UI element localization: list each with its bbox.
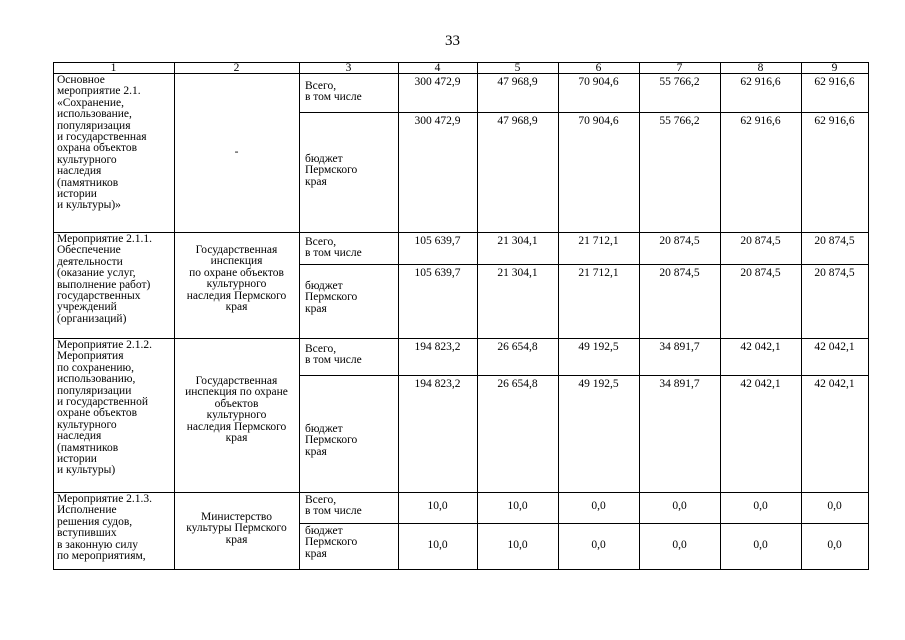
amount-cell: 0,0 [591,539,606,551]
amount-cell: 62 916,6 [740,76,781,88]
amount-cell: 42 042,1 [814,341,855,353]
amount-cell: 62 916,6 [740,115,781,127]
col-border [868,62,869,570]
amount-cell: 300 472,9 [414,115,461,127]
amount-cell: 21 712,1 [578,267,619,279]
amount-cell: 20 874,5 [814,235,855,247]
amount-cell: 49 192,5 [578,341,619,353]
executor: Государственная инспекция по охране объектов культурного наследия Пермского края [185,375,288,445]
page-number: 33 [445,33,460,49]
amount-cell: 55 766,2 [659,76,700,88]
amount-cell: 0,0 [827,539,842,551]
funding-label: бюджет Пермского края [305,525,358,560]
funding-label: Всего, в том числе [305,80,362,104]
amount-cell: 42 042,1 [814,378,855,390]
table-border-bottom [53,569,869,570]
amount-cell: 0,0 [591,500,606,512]
amount-cell: 62 916,6 [814,76,855,88]
amount-cell: 10,0 [427,539,448,551]
subrow-divider [299,523,869,524]
executor: Государственная инспекция по охране объектов культурного наследия Пермского края [186,244,287,314]
amount-cell: 21 304,1 [497,267,538,279]
amount-cell: 10,0 [507,539,528,551]
amount-cell: 300 472,9 [414,76,461,88]
activity-name: Мероприятие 2.1.3. Исполнение решения судов, вступивших в законную силу по мероприятиям, [57,493,153,563]
amount-cell: 0,0 [753,500,768,512]
subrow-divider [299,264,869,265]
funding-label: Всего, в том числе [305,343,362,367]
amount-cell: 20 874,5 [659,267,700,279]
amount-cell: 34 891,7 [659,378,700,390]
amount-cell: 20 874,5 [814,267,855,279]
amount-cell: 47 968,9 [497,115,538,127]
amount-cell: 55 766,2 [659,115,700,127]
amount-cell: 42 042,1 [740,341,781,353]
amount-cell: 21 304,1 [497,235,538,247]
amount-cell: 42 042,1 [740,378,781,390]
amount-cell: 34 891,7 [659,341,700,353]
amount-cell: 10,0 [427,500,448,512]
funding-label: бюджет Пермского края [305,423,358,458]
amount-cell: 194 823,2 [414,378,461,390]
executor: - [234,146,239,158]
funding-label: бюджет Пермского края [305,153,358,188]
amount-cell: 0,0 [753,539,768,551]
col-border [53,62,54,570]
col-border [398,62,399,570]
row-divider [53,338,869,339]
column-header: 2 [233,62,240,74]
executor: Министерство культуры Пермского края [186,511,287,546]
row-divider [53,232,869,233]
amount-cell: 70 904,6 [578,115,619,127]
amount-cell: 20 874,5 [740,267,781,279]
funding-label: бюджет Пермского края [305,280,358,315]
amount-cell: 0,0 [672,500,687,512]
amount-cell: 70 904,6 [578,76,619,88]
col-border [639,62,640,570]
col-border [558,62,559,570]
amount-cell: 20 874,5 [740,235,781,247]
amount-cell: 26 654,8 [497,378,538,390]
column-header: 4 [434,62,441,74]
amount-cell: 105 639,7 [414,235,461,247]
column-header: 7 [676,62,683,74]
col-border [720,62,721,570]
column-header: 6 [595,62,602,74]
row-divider [53,492,869,493]
amount-cell: 21 712,1 [578,235,619,247]
budget-table [53,62,869,570]
amount-cell: 26 654,8 [497,341,538,353]
activity-name: Основное мероприятие 2.1. «Сохранение, использование, популяризация и государственная охрана объектов культурного наследия (памятников истории и культуры)» [57,74,147,212]
column-header: 5 [514,62,521,74]
amount-cell: 62 916,6 [814,115,855,127]
activity-name: Мероприятие 2.1.1. Обеспечение деятельности (оказание услуг, выполнение работ) государственных учреждений (организаций) [57,233,153,325]
col-border [299,62,300,570]
column-header: 3 [345,62,352,74]
amount-cell: 20 874,5 [659,235,700,247]
funding-label: Всего, в том числе [305,236,362,260]
amount-cell: 0,0 [672,539,687,551]
activity-name: Мероприятие 2.1.2. Мероприятия по сохранению, использованию, популяризации и государственной охране объектов культурного наследия (памятников истории и культуры) [57,339,153,477]
subrow-divider [299,375,869,376]
amount-cell: 194 823,2 [414,341,461,353]
amount-cell: 105 639,7 [414,267,461,279]
column-header: 9 [831,62,838,74]
subrow-divider [299,112,869,113]
funding-label: Всего, в том числе [305,494,362,518]
col-border [174,62,175,570]
amount-cell: 0,0 [827,500,842,512]
column-header: 1 [110,62,117,74]
amount-cell: 49 192,5 [578,378,619,390]
amount-cell: 47 968,9 [497,76,538,88]
col-border [801,62,802,570]
col-border [477,62,478,570]
amount-cell: 10,0 [507,500,528,512]
column-header: 8 [757,62,764,74]
